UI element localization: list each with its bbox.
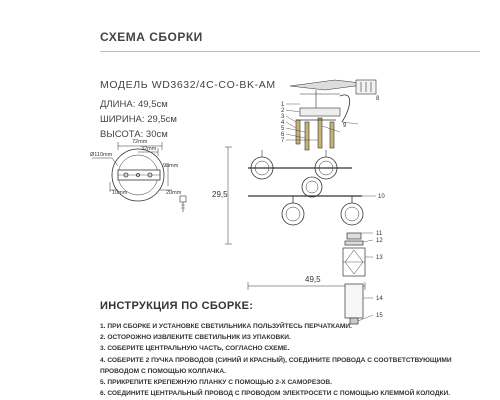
instructions-list bbox=[100, 321, 495, 399]
callout-6: 6 bbox=[281, 132, 285, 138]
spec-width-label: ШИРИНА: bbox=[100, 114, 145, 125]
instruction-item: 3. СОБЕРИТЕ ЦЕНТРАЛЬНУЮ ЧАСТЬ, СОГЛАСНО СХЕМЕ. bbox=[100, 345, 290, 353]
callout-11: 11 bbox=[376, 231, 383, 237]
top-view-height-dim: 29,5 bbox=[212, 190, 228, 199]
callout-10: 10 bbox=[378, 194, 385, 200]
bulb bbox=[345, 284, 363, 318]
spec-height-label: ВЫСОТА: bbox=[100, 129, 144, 140]
bracket-dim-72: 72mm bbox=[132, 139, 148, 145]
bracket-dim-98: 98mm bbox=[163, 163, 179, 169]
spec-width-value: 29,5см bbox=[147, 114, 177, 125]
callout-15: 15 bbox=[376, 313, 383, 319]
instruction-item: ПРОВОДОМ С ПОМОЩЬЮ КОЛПАЧКА. bbox=[100, 367, 227, 375]
callout-5: 5 bbox=[281, 126, 285, 132]
top-view-diagram bbox=[225, 147, 376, 290]
wire bbox=[340, 95, 350, 122]
bracket-dim-10: 10mm bbox=[112, 190, 128, 196]
page-title: СХЕМА СБОРКИ bbox=[100, 30, 203, 44]
callout-2: 2 bbox=[281, 108, 285, 114]
instruction-item: 4. СОБЕРИТЕ 2 ПУЧКА ПРОВОДОВ (СИНИЙ И КРАСНЫЙ), СОЕДИНИТЕ ПРОВОДА С СООТВЕТСТВУЮЩИМИ bbox=[100, 356, 452, 364]
callout-3: 3 bbox=[281, 114, 285, 120]
bracket-dim-110: Ø110mm bbox=[90, 152, 113, 158]
instructions-heading: ИНСТРУКЦИЯ ПО СБОРКЕ: bbox=[100, 300, 254, 312]
instruction-item: 6. СОЕДИНИТЕ ЦЕНТРАЛЬНЫЙ ПРОВОД С ПРОВОДОМ ЭЛЕКТРОСЕТИ С ПОМОЩЬЮ КЛЕММОЙ КОЛОДКИ. bbox=[100, 390, 451, 398]
screw-icon bbox=[180, 196, 186, 202]
rod-1 bbox=[296, 120, 300, 144]
instruction-item: 1. ПРИ СБОРКЕ И УСТАНОВКЕ СВЕТИЛЬНИКА ПОЛЬЗУЙТЕСЬ ПЕРЧАТКАМИ. bbox=[100, 323, 352, 330]
instruction-item: 2. ОСТОРОЖНО ИЗВЛЕКИТЕ СВЕТИЛЬНИК ИЗ УПАКОВКИ. bbox=[100, 334, 291, 342]
shade-detail-diagram bbox=[343, 233, 373, 324]
rod-3 bbox=[318, 118, 322, 148]
callout-13: 13 bbox=[376, 255, 383, 261]
top-view-length-dim: 49,5 bbox=[305, 275, 321, 284]
exploded-view-diagram bbox=[286, 80, 376, 150]
callout-7: 7 bbox=[281, 138, 285, 144]
bracket-dim-32: 32mm bbox=[141, 146, 157, 152]
callout-14: 14 bbox=[376, 296, 383, 302]
spec-length-label: ДЛИНА: bbox=[100, 99, 136, 110]
callout-8: 8 bbox=[376, 96, 380, 102]
shade-holder bbox=[347, 233, 361, 239]
bracket-dim-20: 20mm bbox=[166, 190, 182, 196]
callout-9: 9 bbox=[343, 123, 347, 129]
callout-1: 1 bbox=[281, 102, 285, 108]
shade-bottom-left bbox=[282, 203, 304, 225]
spec-length-value: 49,5см bbox=[137, 99, 168, 110]
callout-4: 4 bbox=[281, 120, 285, 126]
shade-bottom-right bbox=[341, 203, 363, 225]
model-number: МОДЕЛЬ WD3632/4C-CO-BK-AM bbox=[100, 79, 276, 91]
shade-ring bbox=[345, 241, 363, 245]
spec-height-value: 30см bbox=[145, 129, 168, 140]
rod-2 bbox=[305, 122, 309, 150]
canopy-plate bbox=[300, 108, 340, 116]
instruction-item: 5. ПРИКРЕПИТЕ КРЕПЕЖНУЮ ПЛАНКУ С ПОМОЩЬЮ 2-Х САМОРЕЗОВ. bbox=[100, 379, 332, 387]
rod-4 bbox=[330, 122, 334, 148]
center-canopy bbox=[302, 177, 322, 197]
callout-12: 12 bbox=[376, 238, 383, 244]
